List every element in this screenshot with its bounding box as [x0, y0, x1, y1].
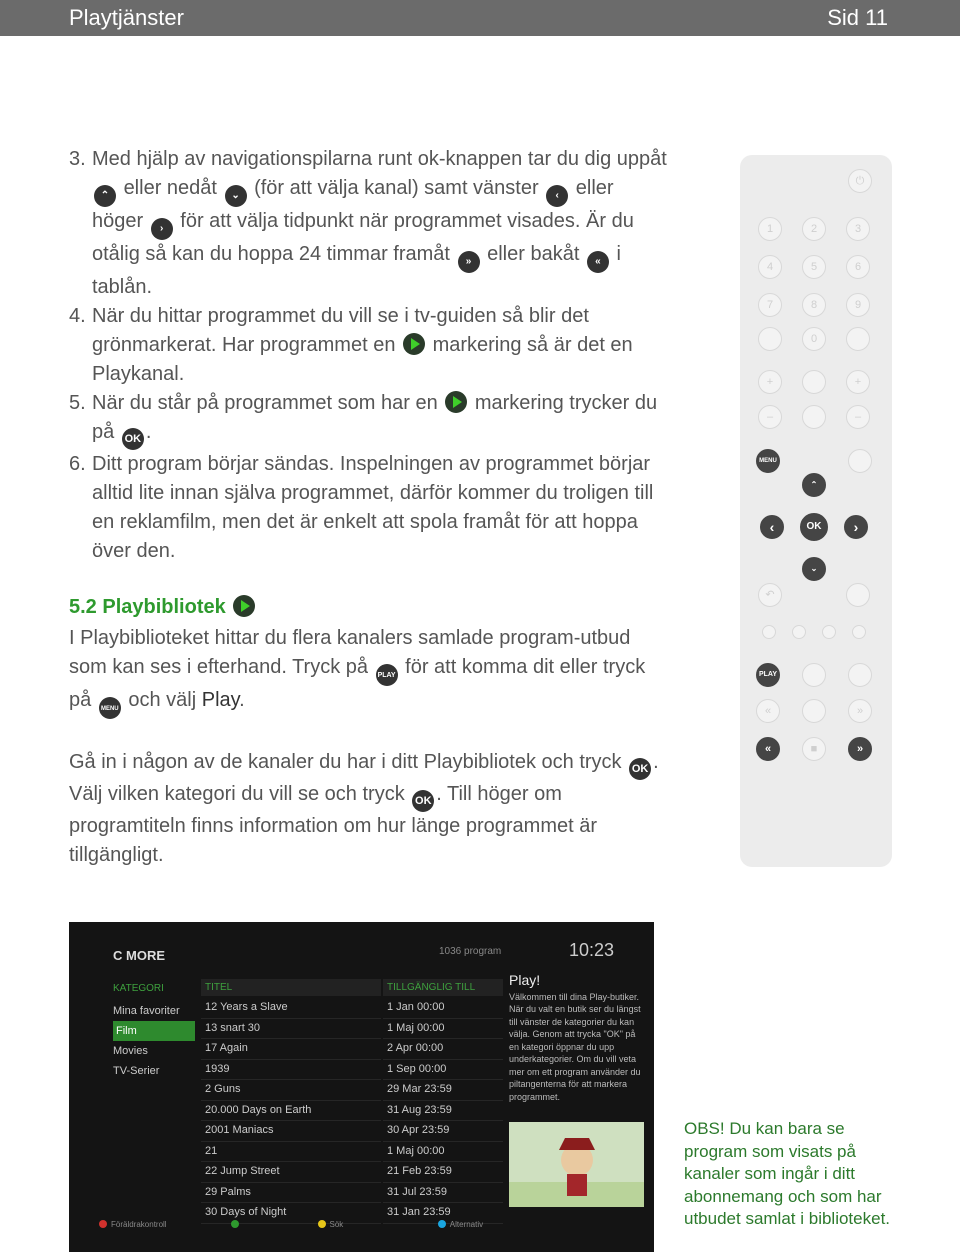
- chevron-left-icon: ‹: [760, 515, 784, 539]
- para-text: för att komma dit eller tryck på: [69, 656, 646, 711]
- date-cell: 31 Aug 23:59: [383, 1101, 503, 1122]
- play-icon: [233, 595, 255, 617]
- rec-key: [802, 663, 826, 687]
- title-cell: 2001 Maniacs: [201, 1121, 381, 1142]
- column-header: TILLGÄNGLIG TILL: [383, 979, 503, 996]
- chevron-up-icon: ⌃: [94, 185, 116, 207]
- para-text: . Välj vilken kategori du vill se och tryck: [69, 751, 659, 805]
- play-word: Play: [201, 689, 240, 711]
- play-icon: [445, 391, 467, 413]
- chevron-up-icon: ⌃: [802, 473, 826, 497]
- menu-key-label: MENU: [100, 706, 119, 712]
- info-panel: [509, 974, 644, 1103]
- remote-key: [848, 449, 872, 473]
- step-number: 6.: [69, 453, 86, 475]
- legend-text: Föräldrakontroll: [111, 1220, 167, 1229]
- remote-key: 6: [846, 255, 870, 279]
- step-text: (för att välja kanal) samt vänster: [254, 177, 539, 199]
- column-header: TITEL: [201, 979, 381, 996]
- search-icon: [846, 583, 870, 607]
- remote-key: 4: [758, 255, 782, 279]
- yellow-dot-icon: [318, 1220, 326, 1228]
- skip-back-icon: «: [756, 737, 780, 761]
- step-text: eller bakåt: [487, 243, 580, 265]
- plus-icon: +: [846, 370, 870, 394]
- section-5-2: [69, 593, 669, 870]
- para-text: . Till höger om programtiteln finns information om hur länge programmet är tillgängligt.: [69, 783, 598, 866]
- step-text: När du hittar programmet du vill se i tv-guiden så blir det grönmarkerat. Har programmet en: [92, 305, 589, 356]
- date-cell: 21 Feb 23:59: [383, 1162, 503, 1183]
- info-text: Välkommen till dina Play-butiker. När du valt en butik ser du längst till vänster de kategorier du kan välja. Genom att trycka "OK" på en kategori öppnar du upp underkategorier. Om du vill veta mer om ett program använder du piltangenterna för att markera programmet.: [509, 991, 641, 1102]
- para-text: .: [239, 689, 245, 711]
- obs-note: OBS! Du kan bara se program som visats på kanaler som ingår i ditt abonnemang och som har utbudet samlat i biblioteket.: [684, 1119, 891, 1228]
- back-icon: ↶: [758, 583, 782, 607]
- fast-forward-icon: »: [848, 699, 872, 723]
- remote-control-illustration: [740, 155, 892, 867]
- info-title: Play!: [509, 972, 541, 988]
- remote-key: [758, 327, 782, 351]
- category-item: Movies: [113, 1045, 148, 1057]
- skip-forward-icon: »: [458, 251, 480, 273]
- date-cell: 31 Jul 23:59: [383, 1183, 503, 1204]
- play-key-label: PLAY: [377, 672, 396, 679]
- rewind-icon: «: [756, 699, 780, 723]
- step-5: [69, 389, 669, 450]
- step-text: .: [145, 421, 152, 443]
- minus-icon: –: [758, 405, 782, 429]
- page-header: [0, 0, 960, 36]
- title-cell: 13 snart 30: [201, 1019, 381, 1040]
- blue-dot-icon: [438, 1220, 446, 1228]
- chevron-left-icon: ‹: [546, 185, 568, 207]
- date-cell: 1 Maj 00:00: [383, 1019, 503, 1040]
- date-cell: 1 Jan 00:00: [383, 998, 503, 1019]
- ok-key-icon: [122, 428, 144, 450]
- date-cell: 31 Jan 23:59: [383, 1203, 503, 1224]
- chevron-down-icon: ⌄: [225, 185, 247, 207]
- menu-key-label: MENU: [759, 458, 777, 464]
- paragraph: [69, 624, 669, 719]
- title-cell: 30 Days of Night: [201, 1203, 381, 1224]
- remote-key: [846, 327, 870, 351]
- instructions: [69, 145, 669, 870]
- date-cell: 2 Apr 00:00: [383, 1039, 503, 1060]
- para-text: och välj: [128, 689, 197, 711]
- category-list: [113, 979, 195, 1081]
- title-column: [201, 979, 381, 1224]
- chevron-right-icon: ›: [844, 515, 868, 539]
- ok-key-icon: [629, 758, 651, 780]
- red-key: [762, 625, 776, 639]
- step-text: eller nedåt: [123, 177, 217, 199]
- para-text: Gå in i någon av de kanaler du har i ditt Playbibliotek och tryck: [69, 751, 622, 773]
- green-dot-icon: [231, 1220, 239, 1228]
- category-item: TV-Serier: [113, 1065, 160, 1077]
- color-key-legend: [99, 1220, 483, 1229]
- program-thumbnail: [509, 1122, 644, 1207]
- step-text: eller höger: [92, 177, 614, 232]
- step-text: markering trycker du på: [92, 392, 658, 443]
- ok-key-icon: [412, 790, 434, 812]
- ok-key-label: OK: [631, 763, 649, 775]
- remote-key: 3: [846, 217, 870, 241]
- play-key: [756, 663, 780, 687]
- title-cell: 20.000 Days on Earth: [201, 1101, 381, 1122]
- title-cell: 29 Palms: [201, 1183, 381, 1204]
- mute-icon: [802, 405, 826, 429]
- remote-key: 0: [802, 327, 826, 351]
- step-6: [69, 450, 669, 566]
- date-cell: 29 Mar 23:59: [383, 1080, 503, 1101]
- yellow-key: [822, 625, 836, 639]
- cartoon-image: [509, 1122, 644, 1207]
- remote-key: 1: [758, 217, 782, 241]
- heading-text: 5.2 Playbibliotek: [69, 596, 226, 618]
- play-key-label: PLAY: [758, 671, 778, 678]
- date-cell: 30 Apr 23:59: [383, 1121, 503, 1142]
- step-text: markering så är det en Playkanal.: [92, 334, 633, 385]
- title-cell: 1939: [201, 1060, 381, 1081]
- page-number: Sid 11: [827, 5, 888, 30]
- remote-key: [802, 370, 826, 394]
- play-pause-icon: [802, 699, 826, 723]
- step-text: för att välja tidpunkt när programmet visades. Är du otålig så kan du hoppa 24 timmar framåt: [92, 210, 634, 265]
- category-item: Mina favoriter: [113, 1005, 180, 1017]
- skip-back-icon: «: [587, 251, 609, 273]
- remote-key: 8: [802, 293, 826, 317]
- section-title: Playtjänster: [69, 5, 184, 30]
- section-heading: [69, 593, 669, 622]
- paragraph: [69, 748, 669, 870]
- step-4: [69, 302, 669, 389]
- green-key: [792, 625, 806, 639]
- step-text: Med hjälp av navigationspilarna runt ok-knappen tar du dig uppåt: [92, 148, 667, 170]
- remote-key: 5: [802, 255, 826, 279]
- date-cell: 1 Sep 00:00: [383, 1060, 503, 1081]
- program-count: 1036 program: [439, 946, 502, 957]
- ok-key-label: OK: [806, 521, 822, 532]
- brand-logo: C MORE: [113, 948, 165, 963]
- step-text: När du står på programmet som har en: [92, 392, 438, 414]
- step-number: 3.: [69, 148, 86, 170]
- menu-key: [756, 449, 780, 473]
- play-key-icon: [376, 664, 398, 686]
- playbibliotek-screenshot: [69, 922, 654, 1252]
- clock: 10:23: [569, 940, 615, 960]
- date-cell: 1 Maj 00:00: [383, 1142, 503, 1163]
- power-icon: ⏻: [848, 169, 872, 193]
- title-cell: 21: [201, 1142, 381, 1163]
- play-icon: [403, 333, 425, 355]
- step-text: i tablån.: [92, 243, 621, 298]
- blue-key: [852, 625, 866, 639]
- column-header: KATEGORI: [113, 983, 164, 994]
- ok-key: [800, 513, 828, 541]
- remote-key: 9: [846, 293, 870, 317]
- minus-icon: –: [846, 405, 870, 429]
- chevron-right-icon: ›: [151, 218, 173, 240]
- chevron-down-icon: ⌄: [802, 557, 826, 581]
- step-number: 5.: [69, 392, 86, 414]
- film-key: [848, 663, 872, 687]
- title-cell: 17 Again: [201, 1039, 381, 1060]
- ok-key-label: OK: [124, 433, 142, 445]
- title-cell: 2 Guns: [201, 1080, 381, 1101]
- category-item-selected: Film: [113, 1021, 195, 1041]
- remote-key: 7: [758, 293, 782, 317]
- plus-icon: +: [758, 370, 782, 394]
- menu-key-icon: [99, 697, 121, 719]
- legend-text: Alternativ: [449, 1220, 484, 1229]
- stop-icon: ■: [802, 737, 826, 761]
- title-cell: 12 Years a Slave: [201, 998, 381, 1019]
- ok-key-label: OK: [415, 795, 432, 807]
- step-3: [69, 145, 669, 302]
- availability-column: [383, 979, 503, 1224]
- skip-forward-icon: »: [848, 737, 872, 761]
- title-cell: 22 Jump Street: [201, 1162, 381, 1183]
- red-dot-icon: [99, 1220, 107, 1228]
- legend-text: Sök: [329, 1220, 344, 1229]
- step-text: Ditt program börjar sändas. Inspelningen av programmet börjar alltid lite innan själva programmet, därför kommer du troligen till en reklamfilm, men det är enkelt att spola framåt för att hoppa över den.: [92, 453, 654, 562]
- step-number: 4.: [69, 305, 86, 327]
- para-text: I Playbiblioteket hittar du flera kanalers samlade program-utbud som kan ses i efterhand. Tryck på: [69, 627, 631, 678]
- remote-key: 2: [802, 217, 826, 241]
